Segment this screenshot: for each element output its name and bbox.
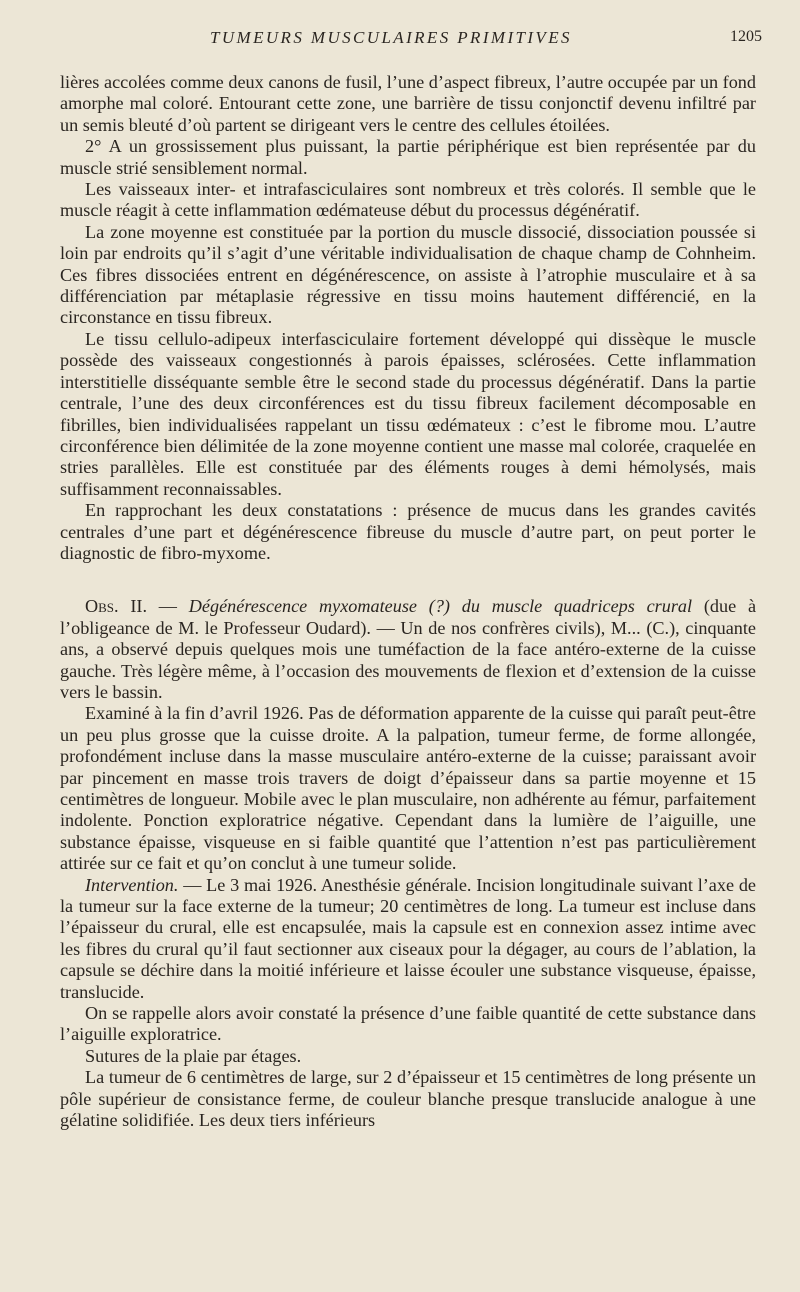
intervention-text: — Le 3 mai 1926. Anesthésie générale. Incision longitudinale suivant l’axe de la tumeur sur la face externe de la tumeur; 20 centimètres de long. La tumeur est incluse dans l’épaisseur du crural, elle est encapsulée, mais la capsule est en connexion assez intime avec les fibres du crural qu’il faut sectionner aux ciseaux pour la dégager, au cours de l’ablation, la capsule se déchire dans la moitié inférieure et laisse écouler une substance visqueuse, épaisse, translucide.	[60, 874, 756, 1002]
paragraph-5: Le tissu cellulo-adipeux interfasciculaire fortement développé qui dissèque le muscle possède des vaisseaux congestionnés à parois épaisses, sclérosées. Cette inflammation interstitielle disséquante semble être le second stade du processus dégénératif. Dans la partie centrale, l’une des deux circonférences est du tissu fibreux facilement décomposable en fibrilles, bien individualisées rappelant un tissu œdémateux : c’est le fibrome mou. L’autre circonférence bien délimitée de la zone moyenne contient une masse mal colorée, craquelée en stries parallèles. Elle est constituée par des éléments rouges à demi hémolysés, mais suffisamment reconnaissables.	[60, 328, 756, 499]
observation-title: Dégénérescence myxomateuse (?) du muscle quadriceps crural	[188, 596, 693, 617]
observation-dash: —	[147, 596, 189, 617]
paragraph-2: 2° A un grossissement plus puissant, la partie périphérique est bien représentée par du muscle strié sensiblement normal.	[60, 136, 756, 178]
paragraph-1: lières accolées comme deux canons de fusil, l’une d’aspect fibreux, l’autre occupée par un fond amorphe mal coloré. Entourant cette zone, une barrière de tissu conjonctif devenu infiltré par un semis bleuté d’où partent se dirigeant vers le centre des cellules étoilées.	[60, 72, 756, 135]
page-header	[0, 28, 800, 54]
intervention-label: Intervention.	[85, 874, 179, 895]
paragraph-4: La zone moyenne est constituée par la portion du muscle dissocié, dissociation poussée si loin par endroits qu’il s’agit d’une véritable individualisation de chaque champ de Cohnheim. Ces fibres dissociées entrent en dégénérescence, on assiste à l’atrophie musculaire et à sa différenciation par métaplasie régressive en tissu moins hautement différencié, en la circonstance en tissu fibreux.	[60, 221, 756, 328]
observation-text: (due à l’obligeance de M. le Professeur Oudard). — Un de nos confrères civils), M... (C.), cinquante ans, a observé depuis quelques mois une tuméfaction de la face antéro-externe de la cuisse gauche. Très légère même, à l’occasion des mouvements de flexion et d’extension de la cuisse vers le bassin.	[60, 596, 757, 702]
observation-paragraph	[60, 596, 756, 703]
body-text	[60, 72, 756, 1132]
paragraph-intervention	[60, 875, 756, 1003]
paragraph-3: Les vaisseaux inter- et intrafasciculaires sont nombreux et très colorés. Il semble que le muscle réagit à cette inflammation œdémateuse début du processus dégénératif.	[60, 179, 756, 221]
paragraph-sutures: Sutures de la plaie par étages.	[85, 1045, 302, 1066]
paragraph-recall: On se rappelle alors avoir constaté la présence d’une faible quantité de cette substance dans l’aiguille exploratrice.	[60, 1003, 756, 1045]
paragraph-6: En rapprochant les deux constatations : présence de mucus dans les grandes cavités centrales d’une part et dégénérescence fibreuse du muscle d’autre part, on peut porter le diagnostic de fibro-myxome.	[60, 500, 756, 563]
observation-label: Obs. II.	[85, 596, 148, 617]
page-number: 1205	[730, 28, 762, 45]
paragraph-examination: Examiné à la fin d’avril 1926. Pas de déformation apparente de la cuisse qui paraît peut-être un peu plus grosse que la cuisse droite. A la palpation, tumeur ferme, de forme allongée, profondément incluse dans la masse musculaire antéro-externe de la cuisse; paraissant avoir par pincement en masse trois travers de doigt d’épaisseur dans sa partie moyenne et 15 centimètres de longueur. Mobile avec le plan musculaire, non adhérente au fémur, parfaitement indolente. Ponction exploratrice négative. Cependant dans la lumière de l’aiguille, une substance épaisse, visqueuse en si faible quantité que l’attention n’est pas particulièrement attirée sur ce fait et qu’on conclut à une tumeur solide.	[60, 703, 756, 874]
running-title: TUMEURS MUSCULAIRES PRIMITIVES	[210, 28, 572, 47]
paragraph-tumor-description: La tumeur de 6 centimètres de large, sur 2 d’épaisseur et 15 centimètres de long présente un pôle supérieur de consistance ferme, de couleur blanche presque translucide analogue à une gélatine solidifiée. Les deux tiers inférieurs	[60, 1067, 756, 1131]
